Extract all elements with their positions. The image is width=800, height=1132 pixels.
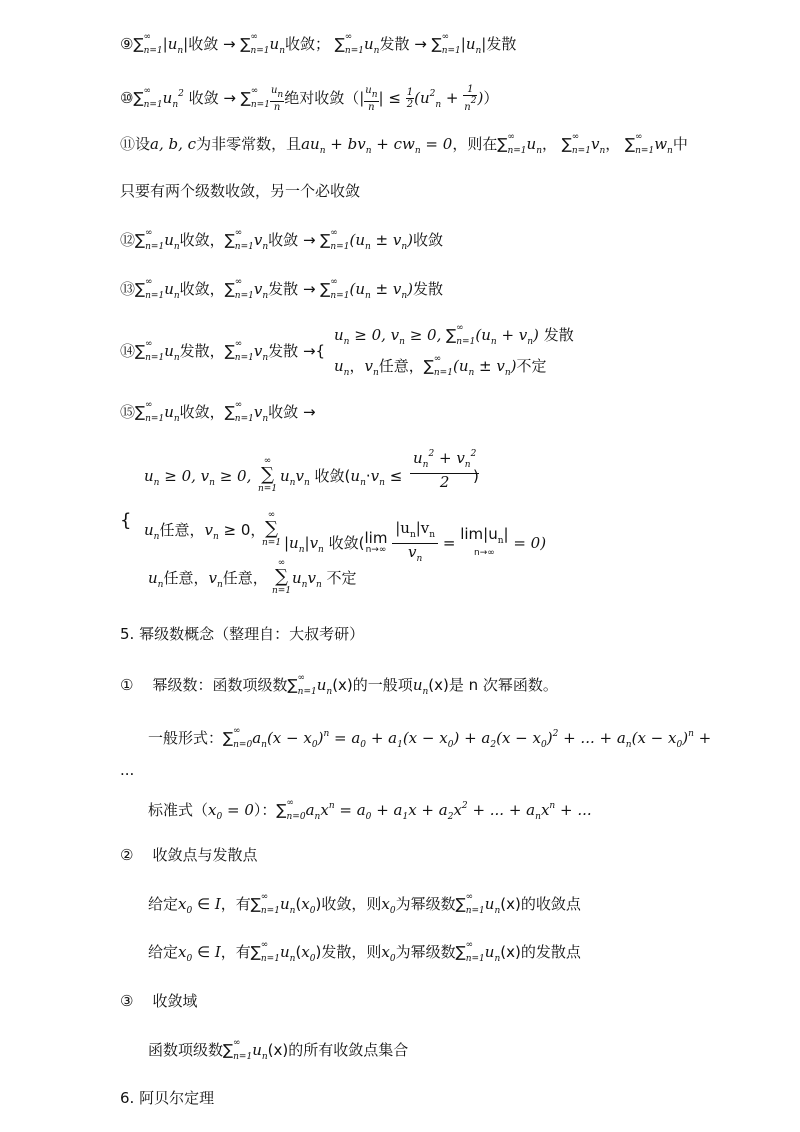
section-5-title: 5. 幂级数概念（整理自：大叔考研） [120,625,365,643]
item-10: ⑩∑ ∞ $_{n=1}u_n^2$ 收敛 → ∑ ∞ $_{n=1}$ $\frac{u_n}{n}$ 绝对收敛（| $\frac{u_n}{n}$ | ≤ $\frac{1}{2}$ ($u^2_n$ + $\frac{1}{n^2}$ )） [120,84,499,113]
item-11-line2: 只要有两个级数收敛，另一个必收敛 [120,182,361,200]
divergence-point: 给定$x_0$ ∈ I，有∑ ∞ $_{n=1}u_n(x_0)$发散，则$x_0$为幂级数∑ ∞ $_{n=1}u_n(x)$的发散点 [148,940,581,964]
brace-icon: { [120,510,132,531]
item-15-case2: $u_n$任意，$v_n \ge 0$， [144,521,266,542]
marker: ⑫ [120,231,136,249]
item-14-case2: $u_n$，$v_n$任意，∑ ∞ $_{n=1}(u_n \pm v_n)$不定 [334,354,547,378]
frac-uv: $u_n^2 + v_n^2$ 2 [410,446,479,490]
marker: ⑮ [120,403,136,421]
item-15-case2-tail: $|u_n|v_n$ 收敛(lim n→∞ $\frac{|u_n|v_n}{v_n}$ = $\lim|u_n|$ n→∞ = 0) [284,519,547,564]
item-12: ⑫∑ ∞ $_{n=1}u_n$收敛，∑ ∞ $_{n=1}v_n$收敛 → ∑ ∞ $_{n=1}(u_n \pm v_n)$收敛 [120,228,444,252]
sum-symbol: ∞ ∑ n=1 [258,456,278,494]
general-form: 一般形式：∑ ∞ $_{n=0}a_n(x - x_0)^n = a_0 + a_1(x - x_0) + a_2(x - x_0)^2$ + ... + $a_n(x - x_0)^n$ + [148,726,712,750]
standard-form: 标准式$(x_0 = 0)$：∑ ∞ $_{n=0}a_nx^n = a_0 + a_1x + a_2x^2$ + ... + $a_nx^n$ + ... [148,798,592,822]
item-15-case1: $u_n \ge 0$, $v_n \ge 0$, [144,467,252,488]
item-9: ⑨∑ ∞ $_{n=1}|u_n|$收敛 → ∑ ∞ $_{n=1}u_n$收敛； ∑ ∞ $_{n=1}u_n$发散 → ∑ ∞ $_{n=1}|u_n|$发散 [120,32,517,56]
convergence-domain: 函数项级数∑ ∞ $_{n=1}u_n(x)$的所有收敛点集合 [148,1038,409,1062]
marker: ⑭ [120,342,136,360]
marker: ⑪ [120,135,136,153]
sec5-point-3: ③ 收敛域 [120,992,198,1010]
convergence-point: 给定$x_0$ ∈ I，有∑ ∞ $_{n=1}u_n(x_0)$收敛，则$x_0$为幂级数∑ ∞ $_{n=1}u_n(x)$的收敛点 [148,892,581,916]
sec5-point-2: ② 收敛点与发散点 [120,846,258,864]
sum-symbol: ∞ ∑ n=1 [272,558,292,596]
item-15-case3: $u_n$任意，$v_n$任意， [148,569,268,590]
section-6-title: 6. 阿贝尔定理 [120,1089,215,1107]
sum-symbol: ∞ ∑ n=1 [262,510,282,548]
item-11: ⑪设a, b, c为非零常数，且$au_n + bv_n + cw_n = 0$，则在∑ ∞ $_{n=1}u_n$， ∑ ∞ $_{n=1}v_n$， ∑ ∞ $_{n=1}w_n$中 [120,132,688,156]
brand-name: 大叔考研 [289,625,350,643]
item-14-case1: $u_n \ge 0$, $v_n \ge 0$, ∑ ∞ $_{n=1}(u_n + v_n)$ 发散 [334,323,574,347]
item-13: ⑬∑ ∞ $_{n=1}u_n$收敛，∑ ∞ $_{n=1}v_n$发散 → ∑ ∞ $_{n=1}(u_n \pm v_n)$发散 [120,277,444,301]
general-form-cont: ... [120,761,135,779]
item-15-case3-tail: $u_nv_n$ 不定 [292,569,357,590]
item-15-case1-tail: $u_nv_n$ 收敛($u_n\cdot v_n$ ≤ [280,467,403,488]
item-15: ⑮∑ ∞ $_{n=1}u_n$收敛，∑ ∞ $_{n=1}v_n$收敛 → [120,400,316,424]
sec5-point-1: ① 幂级数：函数项级数∑ ∞ $_{n=1}u_n(x)$的一般项$u_n(x)$是 n 次幂函数。 [120,673,558,697]
marker: ⑩ [120,89,134,107]
marker: ⑬ [120,280,136,298]
item-14: ⑭∑ ∞ $_{n=1}u_n$发散，∑ ∞ $_{n=1}v_n$发散 →{ [120,339,326,363]
marker: ⑨ [120,35,134,53]
